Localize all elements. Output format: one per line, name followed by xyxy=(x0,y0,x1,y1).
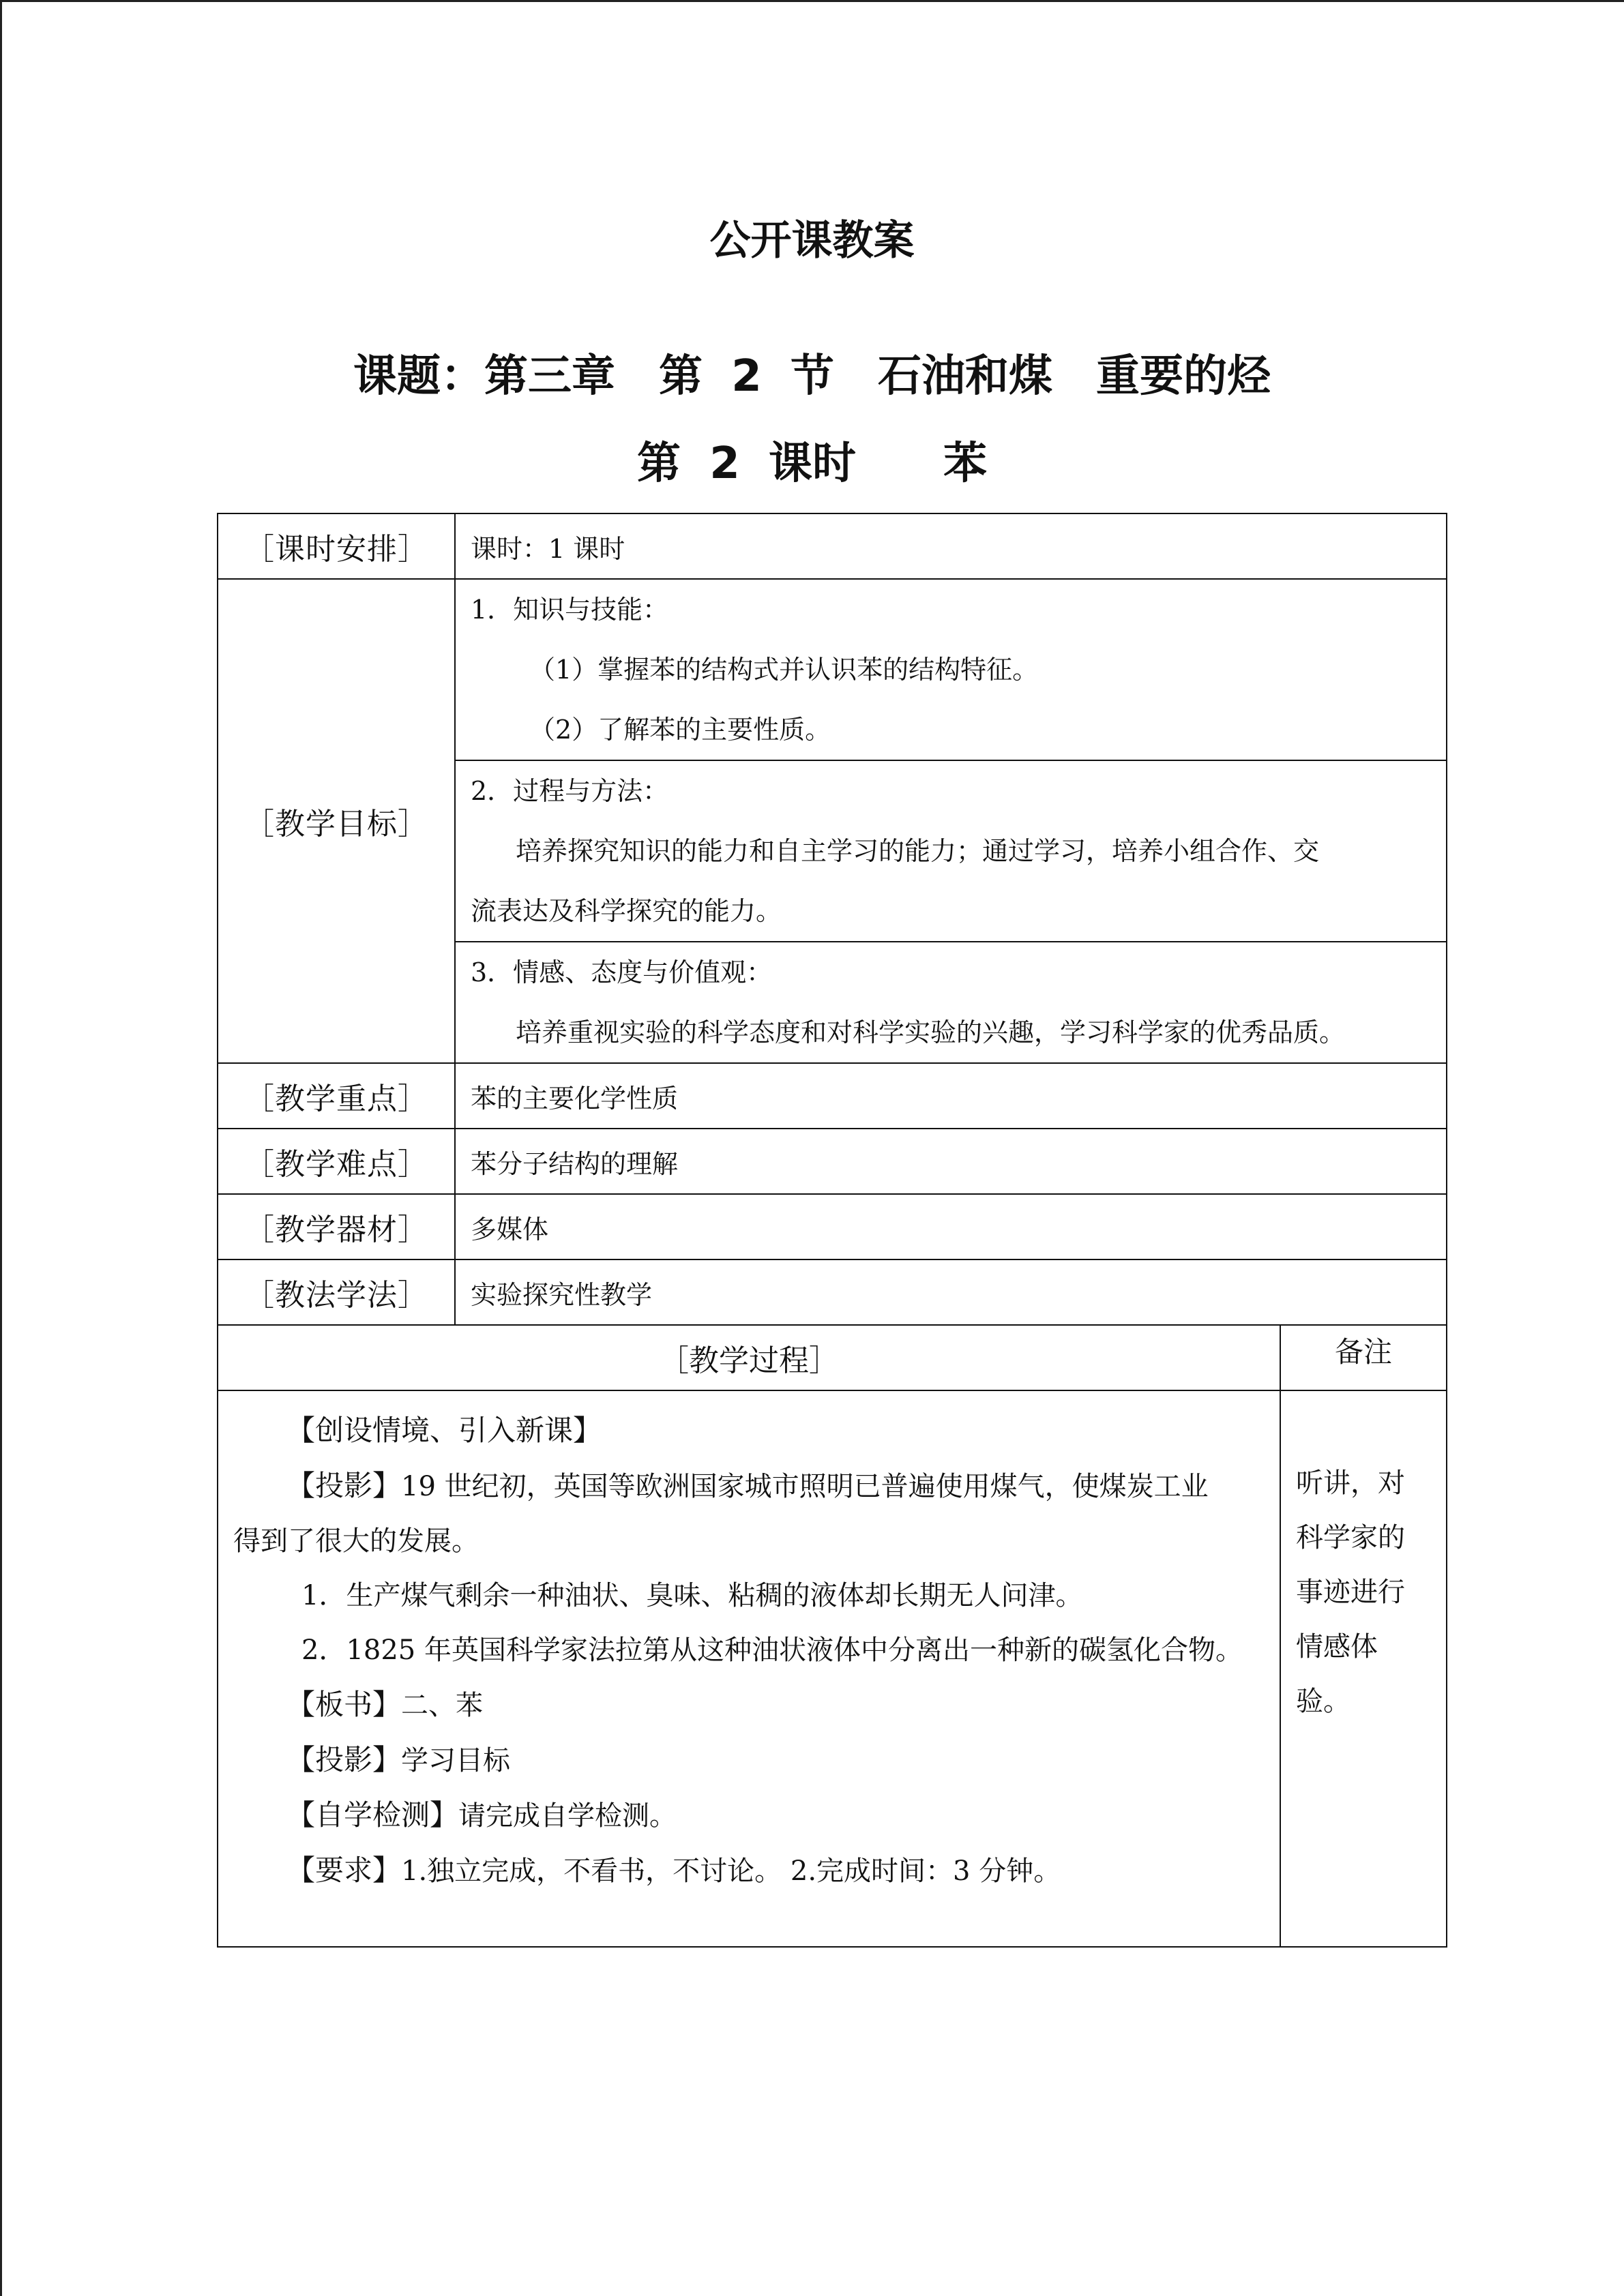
process-line: 【投影】19 世纪初，英国等欧洲国家城市照明已普遍使用煤气，使煤炭工业 xyxy=(286,1469,1209,1502)
note-line: 听讲，对 xyxy=(1296,1467,1405,1499)
goals-knowledge-heading: 1．知识与技能： xyxy=(471,595,669,625)
row-process-body xyxy=(218,1390,1447,1947)
goals-process-text-cont: 流表达及科学探究的能力。 xyxy=(471,896,782,926)
process-header: ［教学过程］ xyxy=(218,1325,1280,1390)
row-equipment xyxy=(218,1194,1447,1259)
lesson-title: 课题：第三章 第 2 节 石油和煤 重要的烃 xyxy=(353,351,1271,402)
process-line: 【板书】二、苯 xyxy=(286,1688,484,1721)
key-point-value: 苯的主要化学性质 xyxy=(455,1063,1447,1129)
document-title: 公开课教案 xyxy=(709,217,915,265)
lesson-subtitle: 第 2 课时 苯 xyxy=(636,438,988,489)
page-top-border xyxy=(0,0,1624,2)
process-content xyxy=(218,1390,1280,1947)
difficulty-label: ［教学难点］ xyxy=(218,1129,455,1194)
equipment-value: 多媒体 xyxy=(455,1194,1447,1259)
lesson-plan-table xyxy=(217,513,1447,1948)
schedule-label: ［课时安排］ xyxy=(218,513,455,579)
note-line: 事迹进行 xyxy=(1296,1577,1405,1608)
row-difficulty xyxy=(218,1129,1447,1194)
goals-emotion-cell xyxy=(455,942,1447,1063)
row-method xyxy=(218,1259,1447,1325)
goals-process-heading: 2．过程与方法： xyxy=(471,776,669,806)
process-line: 【投影】学习目标 xyxy=(286,1743,511,1776)
note-line: 验。 xyxy=(1296,1686,1350,1717)
row-key-point xyxy=(218,1063,1447,1129)
goals-emotion-text: 培养重视实验的科学态度和对科学实验的兴趣，学习科学家的优秀品质。 xyxy=(516,1017,1346,1047)
difficulty-value: 苯分子结构的理解 xyxy=(455,1129,1447,1194)
goals-label: ［教学目标］ xyxy=(218,579,455,1063)
goals-emotion-heading: 3．情感、态度与价值观： xyxy=(471,957,773,987)
goals-process-text: 培养探究知识的能力和自主学习的能力；通过学习，培养小组合作、交 xyxy=(516,836,1320,866)
goals-knowledge-item: （2）了解苯的主要性质。 xyxy=(529,715,831,745)
goals-process-cell xyxy=(455,760,1447,942)
process-line: 【要求】1.独立完成，不看书，不讨论。 2.完成时间：3 分钟。 xyxy=(286,1853,1061,1887)
notes-content xyxy=(1280,1390,1447,1947)
equipment-label: ［教学器材］ xyxy=(218,1194,455,1259)
process-line: 2．1825 年英国科学家法拉第从这种油状液体中分离出一种新的碳氢化合物。 xyxy=(301,1635,1243,1666)
process-line: 【自学检测】请完成自学检测。 xyxy=(286,1798,677,1832)
note-line: 情感体 xyxy=(1296,1631,1378,1663)
process-line: 1．生产煤气剩余一种油状、臭味、粘稠的液体却长期无人问津。 xyxy=(301,1580,1083,1611)
goals-knowledge-cell xyxy=(455,579,1447,760)
note-line: 科学家的 xyxy=(1296,1522,1405,1553)
notes-header: 备注 xyxy=(1280,1325,1447,1390)
method-label: ［教法学法］ xyxy=(218,1259,455,1325)
method-value: 实验探究性教学 xyxy=(455,1259,1447,1325)
row-schedule xyxy=(218,513,1447,579)
row-goals-knowledge xyxy=(218,579,1447,760)
key-point-label: ［教学重点］ xyxy=(218,1063,455,1129)
process-line: 【创设情境、引入新课】 xyxy=(286,1414,602,1447)
schedule-value: 课时：1 课时 xyxy=(455,513,1447,579)
goals-knowledge-item: （1）掌握苯的结构式并认识苯的结构特征。 xyxy=(529,655,1039,685)
process-line: 得到了很大的发展。 xyxy=(233,1525,479,1557)
row-process-header xyxy=(218,1325,1447,1390)
